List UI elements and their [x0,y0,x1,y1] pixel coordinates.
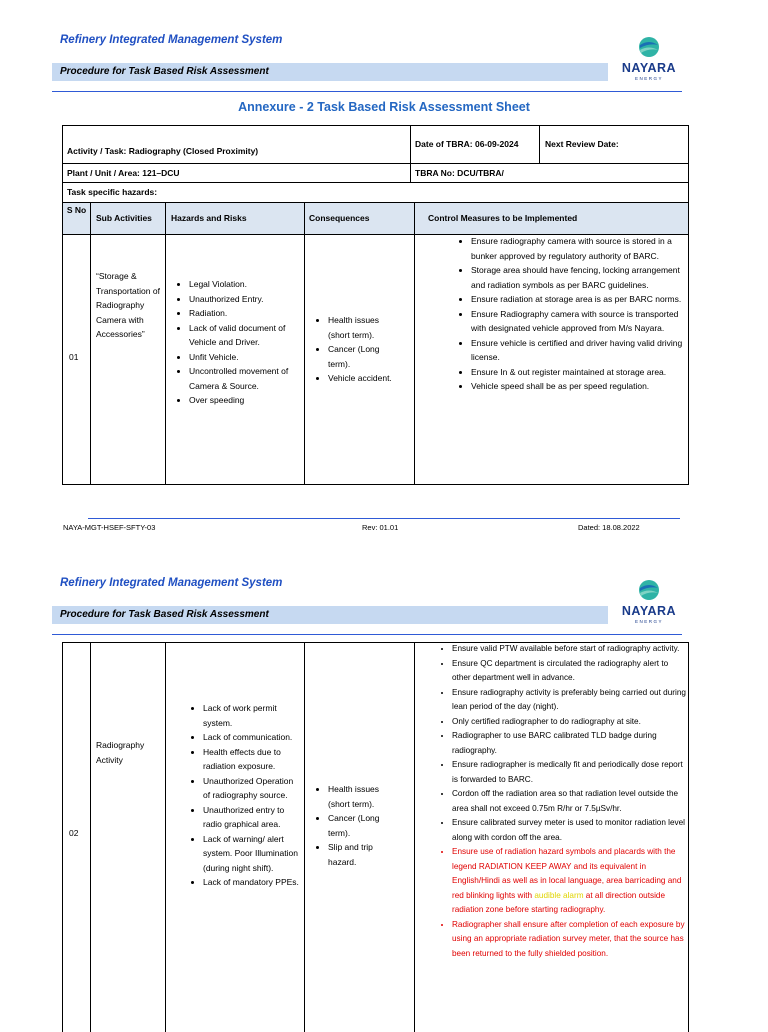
red-text: at all direction outside radiation zone before starting radiography. [452,890,665,914]
annexure-title: Annexure - 2 Task Based Risk Assessment Sheet [238,100,530,114]
procedure-title: Procedure for Task Based Risk Assessment [60,66,269,77]
list-item: • Health effects due to radiation exposure. [203,745,302,774]
activity-text: Activity / Task: Radiography (Closed Proximity) [67,146,259,156]
logo-name: NAYARA [621,604,677,618]
yellow-highlight-text: audible alarm [534,890,584,900]
list-item: • Ensure vehicle is certified and driver having valid driving license. [471,336,686,365]
row1-sno-cell [62,234,91,485]
row1-controls-list [452,234,686,394]
footer-rev: Rev: 01.01 [362,523,399,532]
row2-sub-cell [90,642,166,1032]
list-item: • Lack of mandatory PPEs. [203,875,302,890]
row1-sub-activity: “Storage & Transportation of Radiography Camera with Accessories” [96,271,160,339]
row2-controls-list [433,642,687,961]
list-item: • Lack of communication. [203,730,302,745]
footer-rule [88,518,680,519]
list-item: • Ensure QC department is circulated the radiography alert to other department well in advance. [452,657,687,686]
list-item: • Vehicle accident. [328,371,395,386]
col-consequences [304,202,415,235]
list-item: • Vehicle speed shall be as per speed regulation. [471,379,686,394]
logo-sub: ENERGY [634,619,663,624]
row1-consequences-list [309,313,395,386]
list-item: • Unauthorized entry to radio graphical area. [203,803,302,832]
row2-sno: 02 [69,828,79,838]
row1-controls-cell [414,234,689,485]
hazards-label-cell [62,182,689,203]
col-controls [414,202,689,235]
row2-controls-cell [414,642,689,1032]
row1-hazards-list [170,277,302,408]
row2-sub-activity: Radiography Activity [96,740,145,765]
list-item: • Ensure valid PTW available before start of radiography activity. [452,642,687,657]
col-hazards-label: Hazards and Risks [171,213,247,223]
nayara-logo [614,579,684,631]
list-item: • Ensure radiographer is medically fit and periodically dose report is forwarded to BARC. [452,758,687,787]
row1-consequences-cell [304,234,415,485]
date-text: Date of TBRA: 06-09-2024 [415,139,519,149]
row2-consequences-cell [304,642,415,1032]
procedure-bar [52,606,608,624]
list-item: • Legal Violation. [189,277,302,292]
col-sub-label: Sub Activities [96,213,152,223]
list-item: • Lack of work permit system. [203,701,302,730]
logo-name: NAYARA [621,61,677,75]
col-sub [90,202,166,235]
footer-dated: Dated: 18.08.2022 [578,523,640,532]
list-item: • Ensure radiography activity is preferably being carried out during lean period of the day (night). [452,686,687,715]
procedure-title: Procedure for Task Based Risk Assessment [60,609,269,620]
list-item: • Health issues (short term). [328,313,395,342]
next-review-cell [539,125,689,164]
list-item-red: • Radiographer shall ensure after completion of each exposure by using an appropriate radiation survey meter, that the source has been returned to the fully shielded position. [452,918,687,962]
row1-sub-cell [90,234,166,485]
row2-sno-cell [62,642,91,1032]
footer-doc-no: NAYA-MGT-HSEF-SFTY-03 [63,523,156,532]
procedure-bar [52,63,608,81]
hazards-label: Task specific hazards: [67,187,158,197]
list-item: • Unauthorized Operation of radiography source. [203,774,302,803]
tbra-cell [410,163,689,183]
row1-hazards-cell [165,234,305,485]
list-item: • Only certified radiographer to do radiography at site. [452,715,687,730]
logo-sub: ENERGY [634,76,663,81]
list-item: • Health issues (short term). [328,782,395,811]
next-review-text: Next Review Date: [545,139,619,149]
header-rule [52,91,682,92]
system-title: Refinery Integrated Management System [60,34,283,46]
list-item: • Slip and trip hazard. [328,840,395,869]
col-sno-label: S No [66,205,87,215]
header-rule [52,634,682,635]
nayara-logo-icon [638,579,660,601]
col-consequences-label: Consequences [309,213,370,223]
date-cell [410,125,540,164]
row2-hazards-cell [165,642,305,1032]
row2-consequences-list [309,782,395,869]
list-item: • Lack of valid document of Vehicle and Driver. [189,321,302,350]
list-item-red [452,845,687,918]
list-item: • Over speeding [189,393,302,408]
tbra-text: TBRA No: DCU/TBRA/ [415,168,504,178]
plant-text: Plant / Unit / Area: 121–DCU [67,168,180,178]
list-item: • Cancer (Long term). [328,342,395,371]
system-title: Refinery Integrated Management System [60,577,283,589]
list-item: • Cordon off the radiation area so that radiation level outside the area shall not exceed 0.75m R/hr or 7.5µSv/hr. [452,787,687,816]
list-item: • Uncontrolled movement of Camera & Source. [189,364,302,393]
red-text: Ensure use of radiation hazard symbols and placards with the legend RADIATION KEEP AWAY and its equivalent in English/Hindi as well as in local language, area barricading and red blinking lights with [452,847,682,900]
col-controls-label: Control Measures to be Implemented [428,213,578,223]
list-item: • Ensure Radiography camera with source is transported with designated vehicle approved from M/s Nayara. [471,307,686,336]
list-item: • Cancer (Long term). [328,811,395,840]
list-item: • Ensure In & out register maintained at storage area. [471,365,686,380]
list-item: • Storage area should have fencing, locking arrangement and radiation symbols as per BARC guidelines. [471,263,686,292]
row2-hazards-list [184,701,302,890]
nayara-logo [614,36,684,88]
list-item: • Unfit Vehicle. [189,350,302,365]
list-item: • Radiographer to use BARC calibrated TLD badge during radiography. [452,729,687,758]
list-item: • Radiation. [189,306,302,321]
list-item: • Unauthorized Entry. [189,292,302,307]
list-item: • Ensure calibrated survey meter is used to monitor radiation level along with cordon off the area. [452,816,687,845]
plant-cell [62,163,411,183]
col-sno [62,202,91,235]
col-hazards [165,202,305,235]
activity-cell [62,125,411,164]
list-item: • Ensure radiation at storage area is as per BARC norms. [471,292,686,307]
nayara-logo-icon [638,36,660,58]
list-item: • Ensure radiography camera with source is stored in a bunker approved by regulatory authority of BARC. [471,234,686,263]
list-item: • Lack of warning/ alert system. Poor Illumination (during night shift). [203,832,302,876]
row1-sno: 01 [69,352,79,362]
